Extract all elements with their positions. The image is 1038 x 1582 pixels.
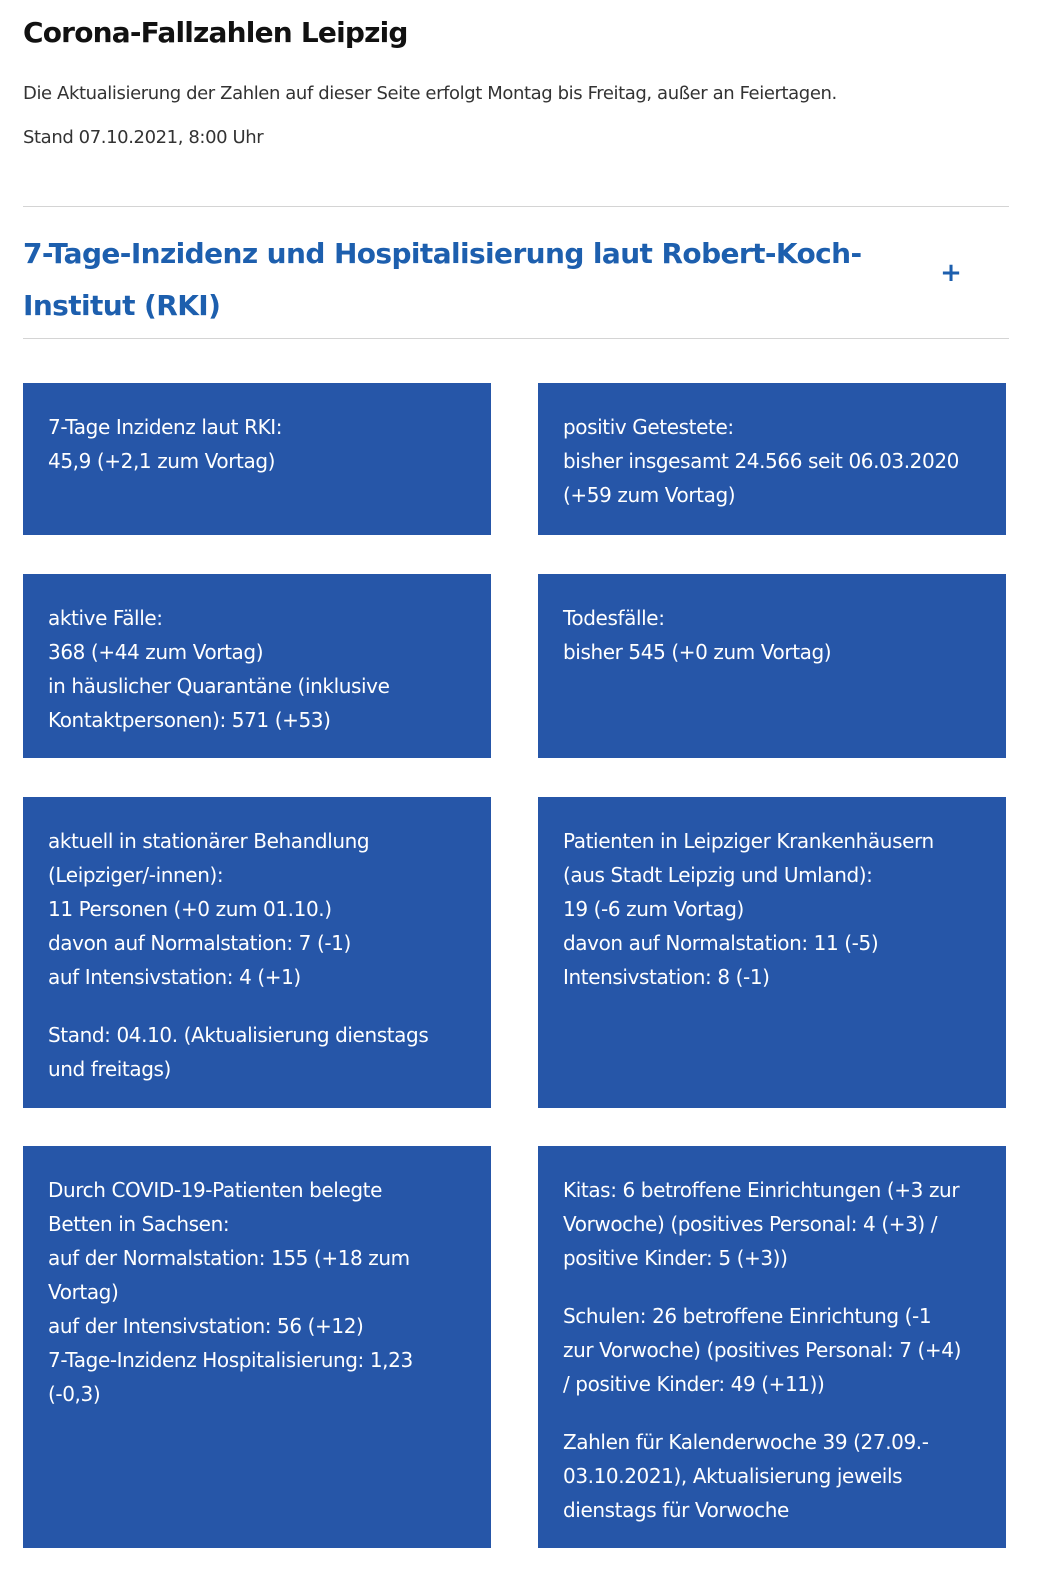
- page-title: Corona-Fallzahlen Leipzig: [23, 16, 408, 49]
- card-7-day-incidence: [23, 383, 491, 535]
- plus-icon[interactable]: +: [940, 258, 962, 288]
- section-heading[interactable]: 7-Tage-Inzidenz und Hospitalisierung laut Robert-Koch-Institut (RKI): [23, 237, 862, 322]
- last-updated-timestamp: Stand 07.10.2021, 8:00 Uhr: [23, 127, 264, 148]
- card-text: Todesfälle: bisher 545 (+0 zum Vortag): [563, 606, 832, 664]
- card-deaths: [538, 574, 1006, 758]
- card-leipzig-hospitals: [538, 797, 1006, 1108]
- section-divider-bottom: [23, 338, 1009, 339]
- card-footnote: Stand: 04.10. (Aktualisierung dienstags und freitags): [48, 1023, 429, 1081]
- card-kitas-text: Kitas: 6 betroffene Einrichtungen (+3 zur Vorwoche) (positives Personal: 4 (+3) / positive Kinder: 5 (+3)): [563, 1178, 960, 1270]
- card-text: 7-Tage Inzidenz laut RKI: 45,9 (+2,1 zum Vortag): [48, 415, 283, 473]
- card-kitas-schools: [538, 1146, 1006, 1548]
- card-active-cases: [23, 574, 491, 758]
- card-text: aktuell in stationärer Behandlung (Leipziger/-innen): 11 Personen (+0 zum 01.10.) davon auf Normalstation: 7 (-1) auf Intensivstation: 4 (+1): [48, 829, 370, 989]
- card-text: aktive Fälle: 368 (+44 zum Vortag) in häuslicher Quarantäne (inklusive Kontaktpersonen): 571 (+53): [48, 606, 390, 732]
- card-text: Patienten in Leipziger Krankenhäusern (aus Stadt Leipzig und Umland): 19 (-6 zum Vortag) davon auf Normalstation: 11 (-5) Intensivstation: 8 (-1): [563, 829, 934, 989]
- card-text: positiv Getestete: bisher insgesamt 24.566 seit 06.03.2020 (+59 zum Vortag): [563, 415, 959, 507]
- card-text: Durch COVID-19-Patienten belegte Betten in Sachsen: auf der Normalstation: 155 (+18 zum Vortag) auf der Intensivstation: 56 (+12) 7-Tage-Inzidenz Hospitalisierung: 1,23 (-0,3): [48, 1178, 413, 1406]
- card-footnote: Zahlen für Kalenderwoche 39 (27.09.- 03.10.2021), Aktualisierung jeweils dienstags für Vorwoche: [563, 1430, 929, 1522]
- section-divider-top: [23, 206, 1009, 207]
- card-positive-tested: [538, 383, 1006, 535]
- card-inpatient-treatment: [23, 797, 491, 1108]
- update-note: Die Aktualisierung der Zahlen auf dieser Seite erfolgt Montag bis Freitag, außer an Feiertagen.: [23, 83, 837, 104]
- card-saxony-beds: [23, 1146, 491, 1548]
- card-schools-text: Schulen: 26 betroffene Einrichtung (-1 zur Vorwoche) (positives Personal: 7 (+4) / positive Kinder: 49 (+11)): [563, 1304, 961, 1396]
